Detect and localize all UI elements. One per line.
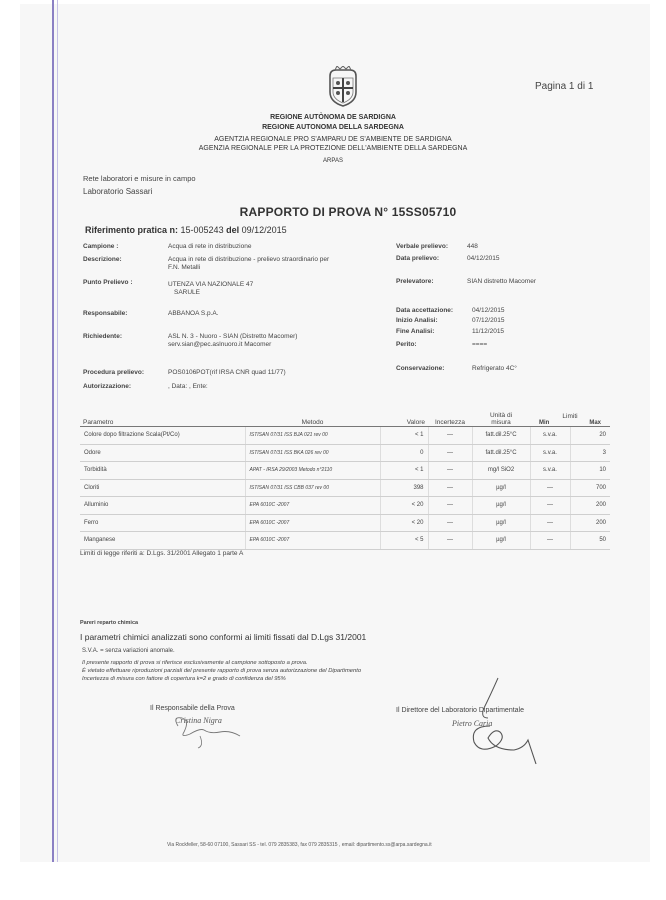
field-label-campione: Campione :: [83, 243, 119, 250]
field-value-inizio-analisi: 07/12/2015: [472, 317, 505, 324]
cell-valore: < 1: [380, 462, 428, 480]
field-value-fine-analisi: 11/12/2015: [472, 328, 505, 335]
header-incertezza: Incertezza: [428, 406, 472, 427]
field-label-autorizzazione: Autorizzazione:: [83, 383, 132, 390]
header-parametro: Parametro: [80, 406, 245, 427]
cell-max: 50: [570, 532, 610, 550]
field-value-perito: ====: [472, 341, 488, 348]
handwritten-signature-left: [170, 712, 250, 752]
header-min: Min: [539, 420, 550, 426]
field-label-perito: Perito:: [396, 341, 417, 348]
cell-incertezza: —: [428, 427, 472, 445]
cell-unita: µg/l: [472, 479, 530, 497]
field-label-procedura: Procedura prelievo:: [83, 369, 145, 376]
field-label-prelevatore: Prelevatore:: [396, 278, 434, 285]
header-unita-line2: misura: [491, 419, 511, 426]
cell-unita: fatt.dil.25°C: [472, 427, 530, 445]
cell-valore: < 1: [380, 427, 428, 445]
cell-incertezza: —: [428, 532, 472, 550]
field-value-richiedente: ASL N. 3 - Nuoro - SIAN (Distretto Macomer): [168, 333, 298, 340]
cell-max: 3: [570, 444, 610, 462]
agency-name-sardo: AGENTZIA REGIONALE PRO S'AMPARU DE S'AMBIENTE DE SARDIGNA: [214, 136, 452, 143]
footer-contact: Via Rockfeller, 58-60 07100, Sassari SS - tel. 079 2835383, fax 079 2835315 , email: dipartimento.ss@arpa.sardegna.it: [167, 842, 432, 848]
field-value-procedura: POS0106POT(rif IRSA CNR quad 11/77): [168, 369, 286, 376]
disclaimer-line-1: Il presente rapporto di prova si riferisce esclusivamente al campione sottoposto a prova.: [82, 660, 308, 666]
ref-del: del: [226, 225, 240, 235]
cell-metodo: ISTISAN 07/31 ISS BJA 021 rev 00: [245, 427, 380, 445]
field-label-conservazione: Conservazione:: [396, 365, 445, 372]
cell-valore: 398: [380, 479, 428, 497]
field-value-descrizione: Acqua in rete di distribuzione - prelievo straordinario per: [168, 256, 330, 263]
cell-valore: < 5: [380, 532, 428, 550]
cell-max: 200: [570, 497, 610, 515]
opinion-heading: Pareri reparto chimica: [80, 620, 139, 626]
cell-metodo: ISTISAN 07/31 ISS BKA 026 rev 00: [245, 444, 380, 462]
cell-valore: 0: [380, 444, 428, 462]
cell-min: s.v.a.: [530, 427, 570, 445]
field-label-verbale: Verbale prelievo:: [396, 243, 449, 250]
field-label-richiedente: Richiedente:: [83, 333, 123, 340]
field-value-punto-prelievo: UTENZA VIA NAZIONALE 47: [168, 281, 254, 288]
cell-incertezza: —: [428, 462, 472, 480]
field-value-punto-prelievo-2: SARULE: [174, 289, 201, 296]
table-row: [80, 497, 610, 515]
field-label-responsabile: Responsabile:: [83, 310, 128, 317]
cell-unita: µg/l: [472, 514, 530, 532]
cell-max: 20: [570, 427, 610, 445]
cell-max: 700: [570, 479, 610, 497]
agency-acronym: ARPAS: [323, 158, 343, 164]
cell-min: s.v.a.: [530, 444, 570, 462]
field-label-descrizione: Descrizione:: [83, 256, 122, 263]
signature-right-name: Pietro Caria: [452, 719, 493, 728]
header-limiti-label: Limiti: [562, 413, 578, 420]
legal-limits-reference: Limiti di legge riferiti a: D.Lgs. 31/2001 Allegato 1 parte A: [80, 550, 244, 557]
cell-max: 10: [570, 462, 610, 480]
field-value-data-accettazione: 04/12/2015: [472, 307, 505, 314]
header-limiti: [530, 406, 610, 427]
cell-parametro: Cloriti: [80, 479, 245, 497]
ref-number: 15-005243: [180, 225, 224, 235]
field-value-descrizione-2: F.N. Metalli: [168, 264, 201, 271]
region-name-italian: REGIONE AUTONOMA DELLA SARDEGNA: [262, 124, 404, 131]
field-label-fine-analisi: Fine Analisi:: [396, 328, 435, 335]
cell-metodo: EPA 6010C -2007: [245, 497, 380, 515]
handwritten-signature-right: [440, 676, 550, 772]
field-label-data-prelievo: Data prelievo:: [396, 255, 439, 262]
header-unita: [472, 406, 530, 427]
cell-max: 200: [570, 514, 610, 532]
cell-unita: µg/l: [472, 532, 530, 550]
cell-parametro: Ferro: [80, 514, 245, 532]
signature-left-title: Il Responsabile della Prova: [150, 705, 235, 712]
ref-date: 09/12/2015: [241, 225, 287, 235]
disclaimer-line-3: Incertezza di misura con fattore di copertura k=2 e grado di confidenza del 95%: [82, 676, 286, 682]
cell-parametro: Torbidità: [80, 462, 245, 480]
cell-min: —: [530, 532, 570, 550]
cell-valore: < 20: [380, 514, 428, 532]
table-row: [80, 514, 610, 532]
lab-name: Laboratorio Sassari: [83, 187, 153, 196]
lab-network: Rete laboratori e misure in campo: [83, 174, 196, 183]
field-value-conservazione: Refrigerato 4C°: [472, 365, 517, 372]
cell-min: s.v.a.: [530, 462, 570, 480]
field-value-verbale: 448: [467, 243, 478, 250]
cell-metodo: EPA 6010C -2007: [245, 532, 380, 550]
sva-note: S.V.A. = senza variazioni anomale.: [82, 648, 175, 654]
signature-left-name: Cristina Nigra: [175, 716, 222, 725]
header-max: Max: [589, 420, 601, 426]
field-value-richiedente-2: serv.sian@pec.aslnuoro.it Macomer: [168, 341, 272, 348]
header-unita-line1: Unità di: [489, 412, 513, 419]
practice-reference: [85, 225, 287, 235]
table-row: [80, 532, 610, 550]
field-value-responsabile: ABBANOA S.p.A.: [168, 310, 219, 317]
cell-parametro: Odore: [80, 444, 245, 462]
cell-unita: mg/l SiO2: [472, 462, 530, 480]
table-row: [80, 479, 610, 497]
signature-right-title: Il Direttore del Laboratorio Dipartimentale: [396, 707, 525, 714]
page-number: Pagina 1 di 1: [535, 81, 594, 92]
results-table: [80, 406, 610, 550]
table-row: [80, 427, 610, 445]
cell-unita: fatt.dil.25°C: [472, 444, 530, 462]
cell-metodo: ISTISAN 07/31 ISS CBB 037 rev 00: [245, 479, 380, 497]
cell-incertezza: —: [428, 497, 472, 515]
cell-parametro: Alluminio: [80, 497, 245, 515]
table-row: [80, 444, 610, 462]
cell-min: —: [530, 514, 570, 532]
cell-incertezza: —: [428, 444, 472, 462]
cell-metodo: APAT - IRSA 29/2003 Metodo n°2110: [245, 462, 380, 480]
cell-incertezza: —: [428, 479, 472, 497]
field-label-data-accettazione: Data accettazione:: [396, 307, 454, 314]
header-valore: Valore: [380, 406, 428, 427]
field-value-campione: Acqua di rete in distribuzione: [168, 243, 252, 250]
cell-unita: µg/l: [472, 497, 530, 515]
ref-label: Riferimento pratica n:: [85, 225, 179, 235]
disclaimer-line-2: È vietato effettuare riproduzioni parziali del presente rapporto di prova senza autorizzazione del Dipartimento: [82, 668, 362, 674]
cell-min: —: [530, 497, 570, 515]
field-value-data-prelievo: 04/12/2015: [467, 255, 500, 262]
cell-parametro: Manganese: [80, 532, 245, 550]
field-value-autorizzazione: , Data: , Ente:: [168, 383, 208, 390]
cell-valore: < 20: [380, 497, 428, 515]
cell-incertezza: —: [428, 514, 472, 532]
cell-parametro: Colore dopo filtrazione Scala(Pt/Co): [80, 427, 245, 445]
opinion-text: I parametri chimici analizzati sono conformi ai limiti fissati dal D.Lgs 31/2001: [80, 632, 367, 642]
field-label-punto-prelievo: Punto Prelievo :: [83, 279, 133, 286]
sardinia-coat-of-arms-icon: [326, 66, 360, 108]
field-label-inizio-analisi: Inizio Analisi:: [396, 317, 438, 324]
cell-min: —: [530, 479, 570, 497]
cell-metodo: EPA 6010C -2007: [245, 514, 380, 532]
report-title: RAPPORTO DI PROVA N° 15SS05710: [239, 205, 457, 219]
header-metodo: Metodo: [245, 406, 380, 427]
table-row: [80, 462, 610, 480]
field-value-prelevatore: SIAN distretto Macomer: [467, 278, 536, 285]
region-name-sardo: REGIONE AUTÒNOMA DE SARDIGNA: [270, 114, 396, 121]
agency-name-italian: AGENZIA REGIONALE PER LA PROTEZIONE DELL'AMBIENTE DELLA SARDEGNA: [198, 145, 468, 152]
